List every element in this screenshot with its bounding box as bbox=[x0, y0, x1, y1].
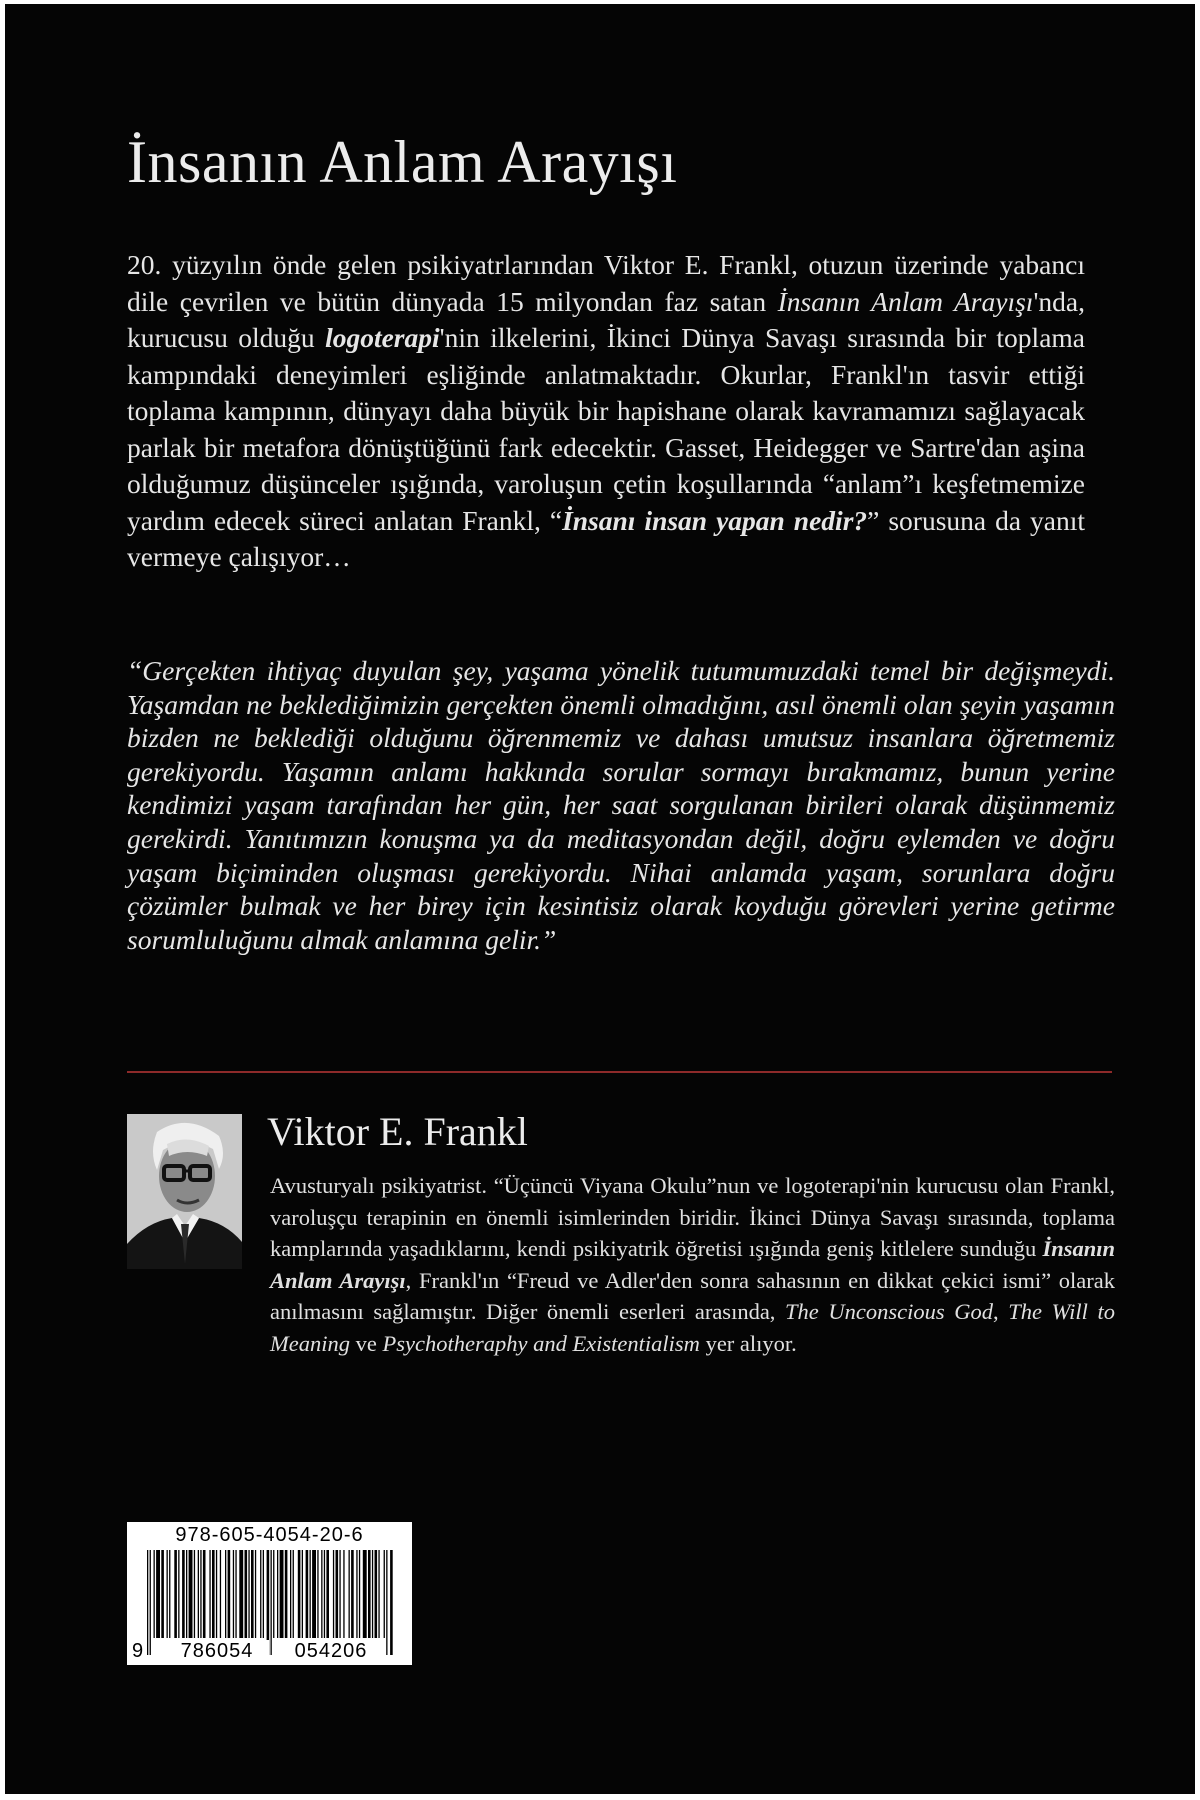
bio-text-1: Avusturyalı psikiyatrist. “Üçüncü Viyana Okulu”nun ve logoterapi'nin kurucusu olan Frankl, varoluşçu terapinin en önemli isimlerinden biridir. İkinci Dünya Savaşı sırasında, toplama kamplarında yaşadıklarını, kendi psikiyatrik öğretisi ışığında geniş kitlelere sunduğu bbox=[270, 1173, 1115, 1261]
barcode-bar bbox=[167, 1550, 168, 1638]
isbn-number: 978-605-4054-20-6 bbox=[175, 1524, 364, 1546]
barcode-bar bbox=[298, 1550, 301, 1638]
barcode-bar bbox=[154, 1550, 155, 1638]
book-blurb bbox=[127, 247, 1085, 576]
bio-work-1: The Unconscious God bbox=[785, 1299, 994, 1324]
isbn-barcode-box bbox=[127, 1522, 412, 1665]
barcode-bar bbox=[384, 1550, 385, 1638]
bio-text-2: , Frankl'ın “Freud ve Adler'den sonra sahasının en dikkat çekici ismi” olarak anılmasını sağlamıştır. Diğer önemli eserleri arasında, bbox=[270, 1267, 1115, 1324]
barcode-bar bbox=[273, 1550, 274, 1638]
barcode-bar bbox=[306, 1550, 309, 1638]
barcode-bar bbox=[333, 1550, 334, 1638]
barcode-bar bbox=[200, 1550, 201, 1638]
barcode-bar bbox=[245, 1550, 248, 1638]
barcode-bar bbox=[343, 1550, 344, 1638]
barcode-bar bbox=[310, 1550, 311, 1638]
barcode-bar bbox=[363, 1550, 367, 1638]
author-photo bbox=[127, 1114, 242, 1269]
bio-book-title: İnsanın Anlam Arayışı bbox=[270, 1236, 1115, 1293]
blurb-book-title: İnsanın Anlam Arayışı bbox=[777, 285, 1034, 317]
barcode-bar bbox=[251, 1550, 254, 1638]
barcode-bar bbox=[368, 1550, 371, 1638]
blurb-text-2: 'nda, kurucusu olduğu bbox=[127, 285, 1085, 353]
barcode-bar bbox=[225, 1550, 226, 1638]
barcode-bar bbox=[169, 1550, 170, 1638]
barcode-bar bbox=[203, 1550, 206, 1638]
bio-text-3: yer alıyor. bbox=[699, 1330, 797, 1356]
barcode-bar bbox=[239, 1550, 243, 1638]
barcode-bar bbox=[324, 1550, 325, 1638]
isbn-right-group: 054206 bbox=[279, 1640, 383, 1663]
barcode-bar bbox=[198, 1550, 199, 1638]
book-quote: “Gerçekten ihtiyaç duyulan şey, yaşama yönelik tutumumuzdaki temel bir değişmeydi. Yaşamdan ne beklediğimizin gerçekten önemli olmadığını, asıl önemli olan şeyin yaşamın bizden ne beklediği olduğunu öğrenmemiz ve dahası umutsuz insanlara öğretmemiz gerekiyordu. Yaşamın anlamı hakkında sorular sormayı bırakmamız, bunun yerine kendimizi yaşam tarafından her gün, her saat sorgulanan birileri olarak düşünmemiz gerekirdi. Yanıtımızın konuşma ya da meditasyondan değil, doğru eylemden ve doğru yaşam biçiminden oluşması gerekiyordu. Nihai anlamda yaşam, sorunlara doğru çözümler bulmak ve her birey için kesintisiz olarak koyduğu görevleri yerine getirme sorumluluğunu almak anlamına gelir.” bbox=[127, 655, 1115, 955]
barcode-bar bbox=[339, 1550, 340, 1638]
book-title: İnsanın Anlam Arayışı bbox=[127, 129, 678, 195]
isbn-first-digit: 9 bbox=[132, 1640, 144, 1662]
barcode-bar bbox=[220, 1550, 221, 1638]
barcode-bar bbox=[150, 1550, 151, 1655]
barcode-bar bbox=[233, 1550, 234, 1638]
barcode-bar bbox=[390, 1550, 393, 1655]
barcode-bar bbox=[255, 1550, 256, 1638]
barcode-bar bbox=[359, 1550, 360, 1638]
barcode-bar bbox=[271, 1550, 272, 1655]
barcode-bar bbox=[372, 1550, 373, 1638]
barcode-bar bbox=[386, 1550, 387, 1655]
isbn-left-group: 786054 bbox=[165, 1640, 269, 1663]
barcode-bar bbox=[174, 1550, 177, 1638]
barcode-bar bbox=[375, 1550, 378, 1638]
barcode-bar bbox=[189, 1550, 193, 1638]
barcode-bar bbox=[293, 1550, 294, 1638]
barcode-bar bbox=[209, 1550, 210, 1638]
blurb-text-3: 'nin ilkelerini, İkinci Dünya Savaşı sırasında bir toplama kampındaki deneyimleri eşliğinde anlatmaktadır. Okurlar, Frankl'ın tasvir ettiği toplama kampının, dünyayı daha büyük bir hapishane olarak kavramamızı sağlayacak parlak bir metafora dönüştüğünü fark edecektir. Gasset, Heidegger ve Sartre'dan aşina olduğumuz düşünceler ışığında, varoluşun çetin koşullarında “anlam”ı keşfetmemize yardım edecek süreci anlatan Frankl, “ bbox=[127, 322, 1085, 536]
barcode-bar bbox=[178, 1550, 179, 1638]
barcode-bar bbox=[321, 1550, 322, 1638]
blurb-text-1: 20. yüzyılın önde gelen psikiyatrlarından Viktor E. Frankl, otuzun üzerinde yabancı dile çevrilen ve bütün dünyada 15 milyondan faz satan bbox=[127, 249, 1085, 317]
barcode-bar bbox=[280, 1550, 284, 1638]
barcode-bar bbox=[285, 1550, 288, 1638]
barcode-bar bbox=[349, 1550, 350, 1638]
barcode-bar bbox=[248, 1550, 249, 1638]
barcode-bar bbox=[156, 1550, 160, 1638]
barcode-bar bbox=[161, 1550, 164, 1638]
barcode-bar bbox=[290, 1550, 291, 1638]
barcode-bar bbox=[182, 1550, 185, 1638]
section-divider bbox=[127, 1071, 1112, 1073]
bio-sep-1: , bbox=[993, 1299, 1009, 1324]
barcode-bar bbox=[260, 1550, 261, 1638]
barcode-bar bbox=[336, 1550, 339, 1638]
barcode-bar bbox=[263, 1550, 264, 1638]
barcode-bar bbox=[302, 1550, 303, 1638]
barcode-bar bbox=[216, 1550, 217, 1638]
barcode-bar bbox=[351, 1550, 354, 1638]
author-name: Viktor E. Frankl bbox=[267, 1109, 528, 1154]
barcode-bar bbox=[378, 1550, 379, 1638]
blurb-text-4: ” sorusuna da yanıt vermeye çalışıyor… bbox=[127, 504, 1086, 572]
barcode-bar bbox=[235, 1550, 236, 1638]
blurb-logoterapi: logoterapi bbox=[325, 322, 440, 353]
barcode-bar bbox=[317, 1550, 318, 1638]
barcode-bar bbox=[356, 1550, 357, 1638]
barcode-bar bbox=[147, 1550, 148, 1655]
barcode-bar bbox=[194, 1550, 195, 1638]
author-portrait-illustration bbox=[127, 1114, 242, 1269]
author-bio bbox=[270, 1170, 1115, 1359]
barcode-bar bbox=[186, 1550, 187, 1638]
bio-sep-2: ve bbox=[349, 1330, 383, 1356]
book-back-cover bbox=[5, 4, 1195, 1794]
blurb-question: İnsanı insan yapan nedir? bbox=[562, 504, 868, 536]
barcode-bar bbox=[312, 1550, 316, 1638]
barcode-bar bbox=[228, 1550, 231, 1638]
barcode-bar bbox=[212, 1550, 215, 1638]
barcode-bar bbox=[277, 1550, 278, 1638]
bio-work-3: Psychotheraphy and Existentialism bbox=[382, 1330, 700, 1356]
barcode-bar bbox=[326, 1550, 329, 1638]
bio-work-2: The Will to Meaning bbox=[270, 1299, 1115, 1356]
